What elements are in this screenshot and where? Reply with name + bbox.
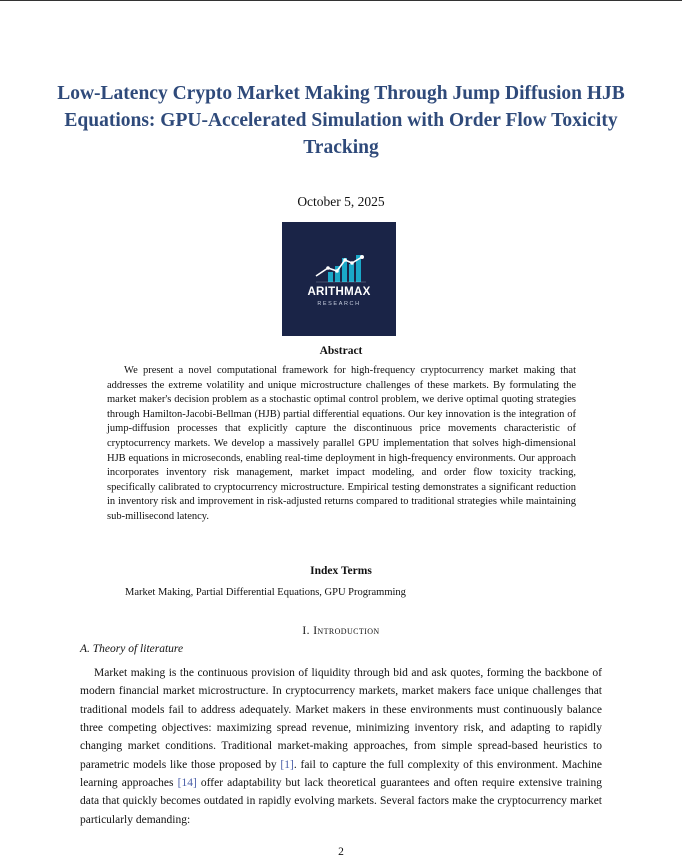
- logo-chart-icon: [282, 222, 396, 336]
- subsection-heading: A. Theory of literature: [80, 643, 184, 655]
- index-terms-text: Market Making, Partial Differential Equations, GPU Programming: [125, 587, 406, 598]
- arithmax-logo: [282, 222, 396, 336]
- index-terms-heading: Index Terms: [310, 565, 372, 577]
- logo-subtitle: RESEARCH: [317, 301, 361, 307]
- section-heading: [0, 625, 682, 637]
- section-title: Introduction: [313, 625, 380, 637]
- intro-text-part3: offer adaptability but lack theoretical guarantees and often require extensive training data that quickly becomes outdated in rapidly evolving markets. Several factors make the cryptocurrency market particularly demanding:: [80, 777, 602, 826]
- citation-link-14[interactable]: [14]: [177, 777, 197, 790]
- top-rule: [0, 0, 682, 1]
- intro-text-part2: . fail to capture the full complexity of this environment. Machine learning approaches: [80, 758, 603, 790]
- intro-text-part1: Market making is the continuous provision of liquidity through bid and ask quotes, forming the backbone of modern financial market microstructure. In cryptocurrency markets, market makers face unique challenges that traditional models fail to address adequately. Market makers in these environments must continuously balance three competing objectives: maximizing spread revenue, minimizing inventory risk, and adapting to rapidly changing market conditions. Traditional market-making approaches, from simple spread-based heuristics to parametric models like those proposed by: [80, 667, 602, 771]
- page-number: 2: [338, 846, 344, 858]
- citation-link-1[interactable]: [1]: [280, 758, 294, 771]
- paper-title: Low-Latency Crypto Market Making Through Jump Diffusion HJB Equations: GPU-Accelerated Simulation with Order Flow Toxicity Tracking: [57, 83, 625, 158]
- logo-name: ARITHMAX: [307, 286, 371, 298]
- intro-paragraph: [80, 664, 602, 829]
- publication-date: October 5, 2025: [297, 194, 385, 209]
- section-number: I.: [302, 625, 310, 637]
- abstract-heading: Abstract: [319, 345, 363, 357]
- abstract-text: We present a novel computational framework for high-frequency cryptocurrency market making that addresses the extreme volatility and unique microstructure challenges of these markets. By formulating the market maker's decision problem as a stochastic optimal control problem, we derive optimal quoting strategies through Hamilton-Jacobi-Bellman (HJB) partial differential equations. Our key innovation is the integration of jump-diffusion processes that explicitly capture the discontinuous price movements characteristic of cryptocurrency markets. We develop a massively parallel GPU implementation that solves high-dimensional HJB equations in microseconds, enabling real-time deployment in high-frequency environments. Our approach incorporates inventory risk management, market impact modeling, and order flow toxicity tracking, specifically calibrated to cryptocurrency microstructure. Empirical testing demonstrates a significant reduction in inventory risk and improvement in risk-adjusted returns compared to traditional strategies while maintaining sub-millisecond latency.: [107, 365, 576, 522]
